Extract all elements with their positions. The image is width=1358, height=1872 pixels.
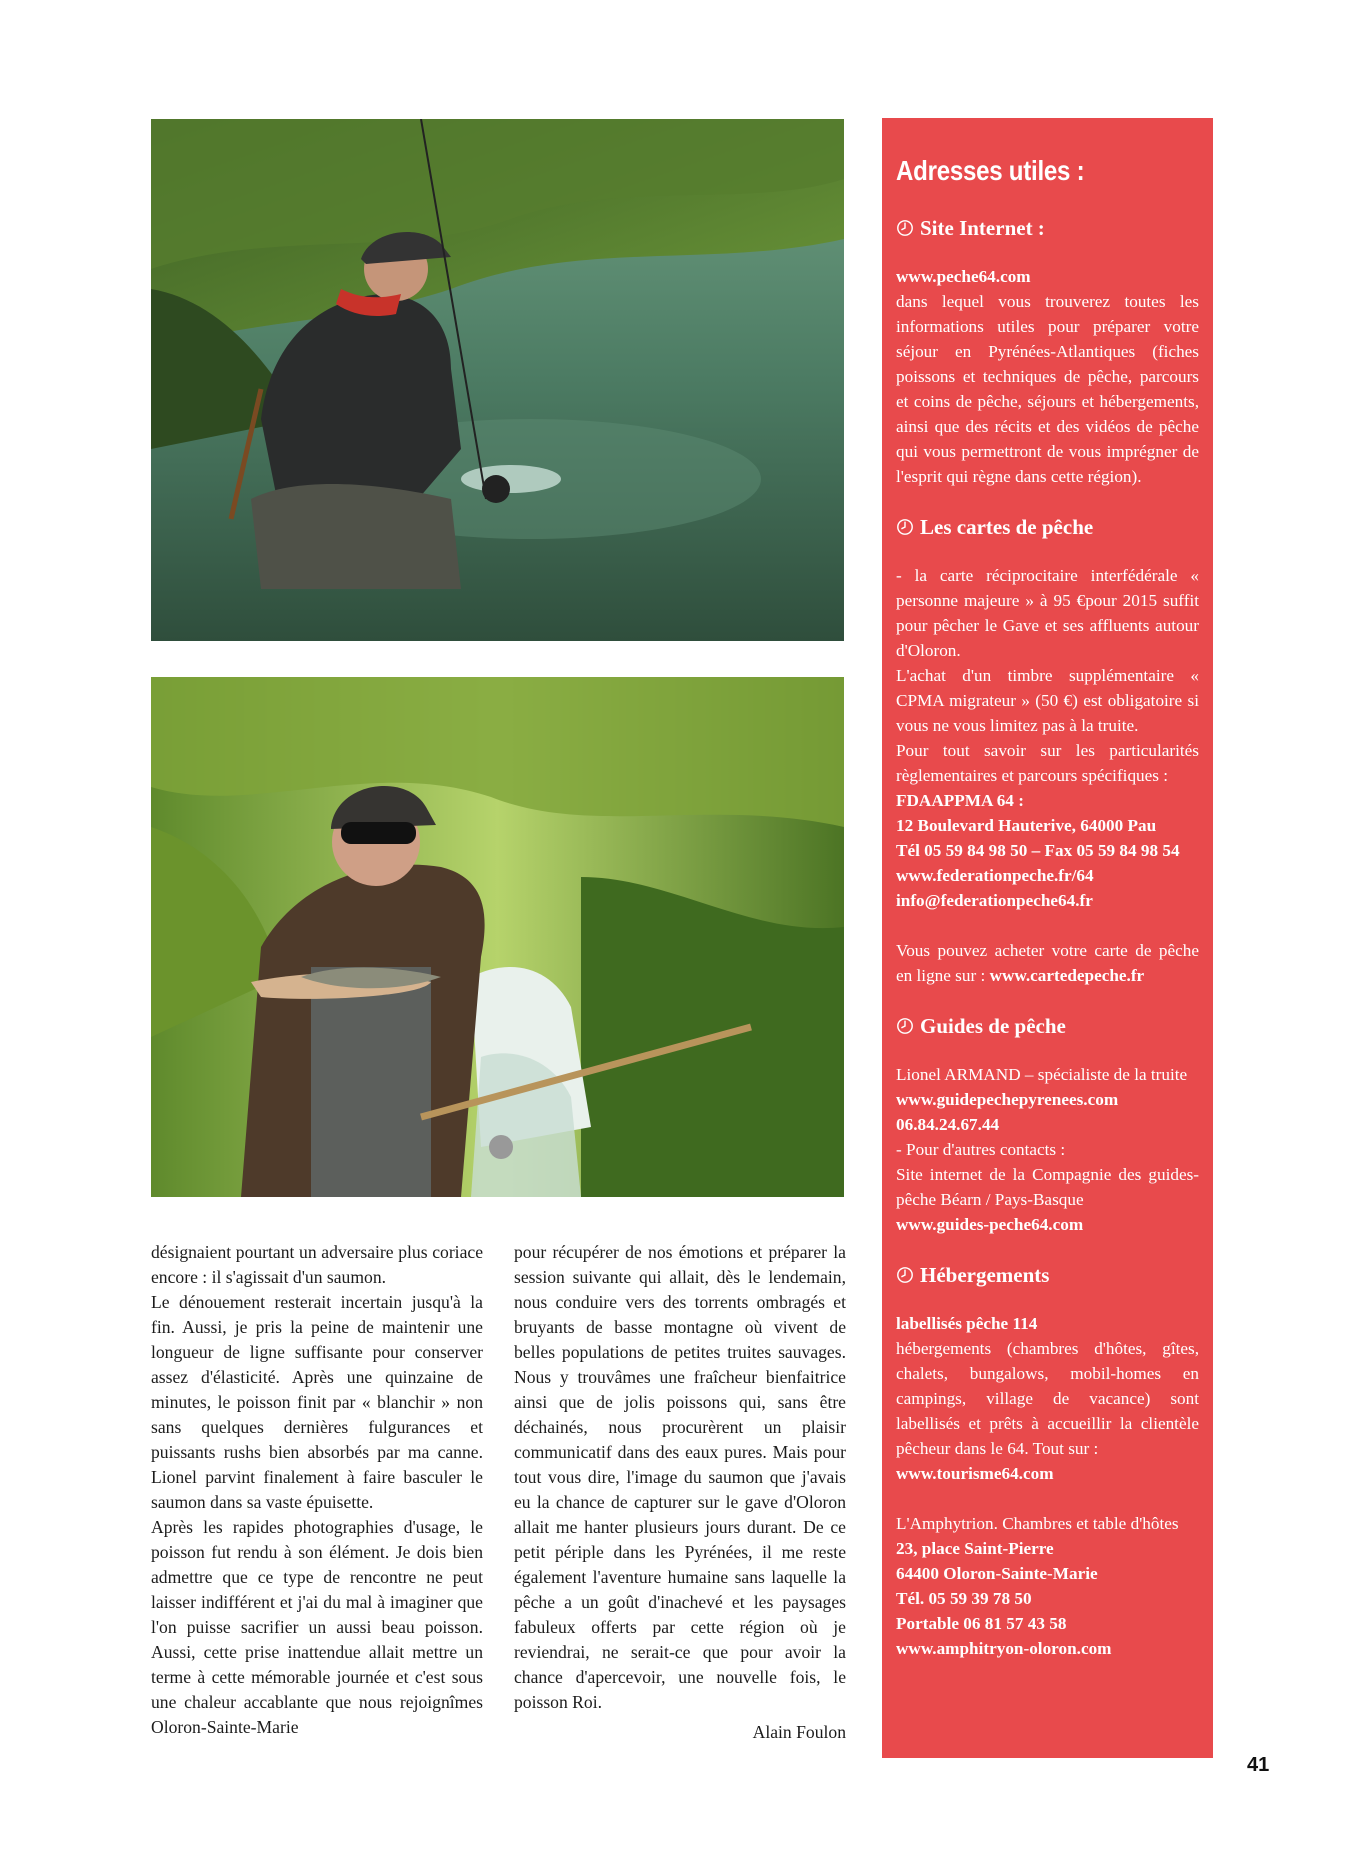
- clock-icon: [896, 1017, 914, 1035]
- article-column-2: [514, 1240, 846, 1715]
- link-peche64[interactable]: www.peche64.com: [896, 267, 1031, 286]
- federation-name: FDAAPPMA 64 :: [896, 791, 1024, 810]
- page-number: 41: [1247, 1754, 1270, 1776]
- article-paragraph: désignaient pourtant un adversaire plus coriace encore : il s'agissait d'un saumon.: [151, 1242, 483, 1287]
- sidebar-title: Adresses utiles :: [896, 155, 1085, 186]
- accommodation-address: 23, place Saint-Pierre: [896, 1539, 1054, 1558]
- accommodation-label: labellisés pêche 114: [896, 1314, 1038, 1333]
- guides-text: - Pour d'autres contacts :: [896, 1140, 1066, 1159]
- section-heading: Les cartes de pêche: [896, 513, 1199, 541]
- cards-text: L'achat d'un timbre supplémentaire « CPMA migrateur » (50 €) est obligatoire si vous ne vous limitez pas à la truite.: [896, 666, 1199, 735]
- link-tourisme64[interactable]: www.tourisme64.com: [896, 1464, 1054, 1483]
- clock-icon: [896, 1266, 914, 1284]
- link-guides-peche64[interactable]: www.guides-peche64.com: [896, 1215, 1084, 1234]
- accommodation-city: 64400 Oloron-Sainte-Marie: [896, 1564, 1098, 1583]
- cards-text: Pour tout savoir sur les particularités règlementaires et parcours spécifiques :: [896, 741, 1199, 785]
- accommodation-mobile: Portable 06 81 57 43 58: [896, 1614, 1067, 1633]
- section-heading: Site Internet :: [896, 214, 1199, 242]
- section-website: [896, 214, 1199, 489]
- link-federation[interactable]: www.federationpeche.fr/64: [896, 866, 1094, 885]
- article-paragraph: Le dénouement resterait incertain jusqu'à la fin. Aussi, je pris la peine de maintenir une longueur de ligne suffisante pour conserver assez d'élasticité. Après une quinzaine de minutes, le poisson finit par « blanchir » non sans quelques dernières fulgurances et puissants rushs bien absorbés par ma canne. Lionel parvint finalement à faire basculer le saumon dans sa vaste épuisette.: [151, 1292, 483, 1512]
- link-guidepechepyrenees[interactable]: www.guidepechepyrenees.com: [896, 1090, 1119, 1109]
- photo-angler-holding-trout: [151, 677, 844, 1197]
- useful-addresses-sidebar: [882, 118, 1213, 1758]
- cards-text: - la carte réciprocitaire interfédérale « personne majeure » à 95 €pour 2015 suffit pour pêcher le Gave et ses affluents autour d'Oloron.: [896, 566, 1199, 660]
- guides-text: Site internet de la Compagnie des guides-pêche Béarn / Pays-Basque: [896, 1165, 1199, 1209]
- link-amphitryon[interactable]: www.amphitryon-oloron.com: [896, 1639, 1112, 1658]
- photo-angler-in-river: [151, 119, 844, 641]
- guide-name: Lionel ARMAND – spécialiste de la truite: [896, 1065, 1188, 1084]
- guide-phone: 06.84.24.67.44: [896, 1115, 1000, 1134]
- site-description: dans lequel vous trouverez toutes les informations utiles pour préparer votre séjour en Pyrénées-Atlantiques (fiches poissons et techniques de pêche, parcours et coins de pêche, séjours et hébergements, ainsi que des récits et des vidéos de pêche qui vous permettront de vous imprégner de l'esprit qui règne dans cette région).: [896, 292, 1199, 486]
- article-column-1: [151, 1240, 483, 1740]
- article-paragraph: Après les rapides photographies d'usage, le poisson fut rendu à son élément. Je dois bien admettre que ce type de rencontre ne peut laisser indifférent et j'ai du mal à imaginer que l'on puisse sacrifier un aussi beau poisson. Aussi, cette prise inattendue allait mettre un terme à cette mémorable journée et c'est sous une chaleur accablante que nous rejoignîmes Oloron-Sainte-Marie: [151, 1517, 483, 1737]
- accommodation-place: L'Amphytrion. Chambres et table d'hôtes: [896, 1514, 1179, 1533]
- accommodation-text: hébergements (chambres d'hôtes, gîtes, chalets, bungalows, mobil-homes en campings, village de vacance) sont labellisés et prêts à accueillir la clientèle pêcheur dans le 64. Tout sur :: [896, 1339, 1199, 1458]
- section-heading: Hébergements: [896, 1261, 1199, 1289]
- section-fishing-cards: [896, 513, 1199, 988]
- section-heading: Guides de pêche: [896, 1012, 1199, 1040]
- clock-icon: [896, 518, 914, 536]
- federation-phone: Tél 05 59 84 98 50 – Fax 05 59 84 98 54: [896, 841, 1180, 860]
- section-guides: [896, 1012, 1199, 1237]
- author-signature: Alain Foulon: [752, 1722, 846, 1742]
- clock-icon: [896, 219, 914, 237]
- federation-address: 12 Boulevard Hauterive, 64000 Pau: [896, 816, 1157, 835]
- section-accommodation: [896, 1261, 1199, 1661]
- link-federation-email[interactable]: info@federationpeche64.fr: [896, 891, 1093, 910]
- article-paragraph: pour récupérer de nos émotions et préparer la session suivante qui allait, dès le lendemain, nous conduire vers des torrents ombragés et bruyants de basse montagne où vivent de belles populations de petites truites sauvages. Nous y trouvâmes une fraîcheur bienfaitrice ainsi que de jolis poissons qui, sans être déchainés, nous procurèrent un plaisir communicatif dans des eaux pures. Mais pour tout vous dire, l'image du saumon que j'avais eu la chance de capturer sur le gave d'Oloron allait me hanter plusieurs jours durant. De ce petit périple dans les Pyrénées, il me reste également l'aventure humaine sans laquelle la pêche a un goût d'inachevé et les paysages fabuleux offerts par cette région où je reviendrai, ne serait-ce que pour avoir la chance d'apercevoir, une nouvelle fois, le poisson Roi.: [514, 1242, 846, 1712]
- online-purchase: Vous pouvez acheter votre carte de pêche en ligne sur : www.cartedepeche.fr: [896, 941, 1199, 985]
- link-cartedepeche[interactable]: www.cartedepeche.fr: [989, 966, 1145, 985]
- accommodation-phone: Tél. 05 59 39 78 50: [896, 1589, 1032, 1608]
